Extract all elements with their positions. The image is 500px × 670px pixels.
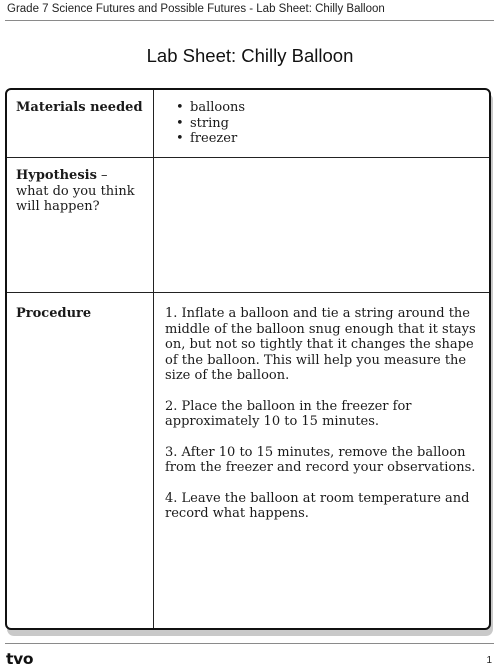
list-item: • balloons (178, 100, 479, 116)
procedure-step: 4. Leave the balloon at room temperature and record what happens. (165, 490, 470, 521)
materials-cell (154, 90, 489, 157)
header-divider (5, 20, 494, 21)
materials-row (7, 90, 489, 158)
materials-list (165, 100, 479, 147)
procedure-step: 2. Place the balloon in the freezer for approximately 10 to 15 minutes. (165, 398, 412, 429)
procedure-row (7, 293, 489, 628)
hypothesis-response-cell[interactable] (154, 158, 489, 292)
list-item: • string (178, 116, 479, 132)
hypothesis-label-bold: Hypothesis (16, 168, 97, 183)
running-header: Grade 7 Science Futures and Possible Futures - Lab Sheet: Chilly Balloon (7, 3, 385, 15)
procedure-label: Procedure (7, 293, 154, 628)
hypothesis-label (7, 158, 154, 292)
page-title: Lab Sheet: Chilly Balloon (146, 45, 354, 66)
procedure-step: 3. After 10 to 15 minutes, remove the balloon from the freezer and record your observations. (165, 444, 476, 475)
footer-divider (5, 643, 494, 644)
hypothesis-row (7, 158, 489, 293)
procedure-step: 1. Inflate a balloon and tie a string around the middle of the balloon snug enough that it stays on, but not so tightly that it changes the shape of the balloon. This will help you measure the size of the balloon. (165, 306, 476, 383)
page-number: 1 (486, 655, 492, 666)
list-item: • freezer (178, 131, 479, 147)
lab-sheet-table (5, 88, 491, 630)
procedure-steps (154, 293, 489, 628)
tvo-logo: tvo (6, 650, 34, 668)
hypothesis-label-question: – what do you think will happen? (16, 168, 135, 214)
materials-label: Materials needed (7, 90, 154, 157)
